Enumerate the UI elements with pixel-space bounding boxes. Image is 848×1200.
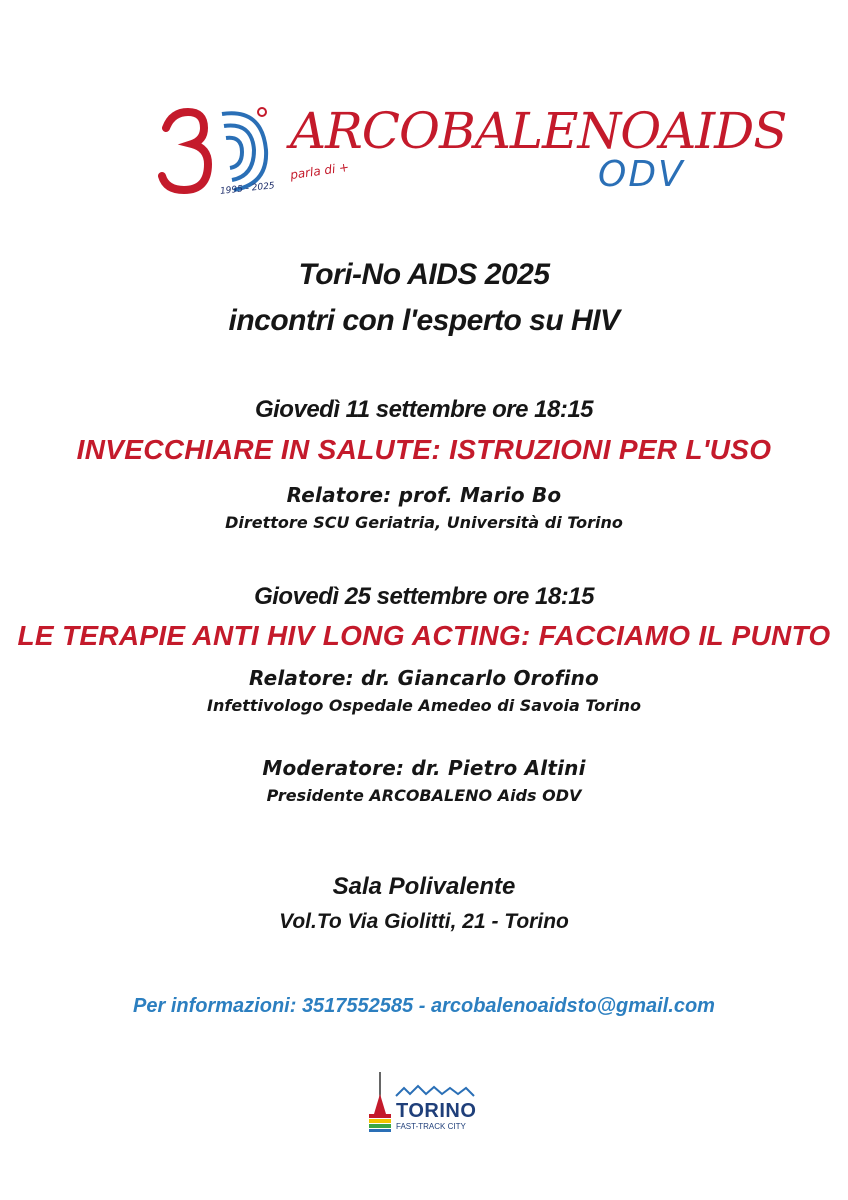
- contact-info: Per informazioni: 3517552585 - arcobalenoaidsto@gmail.com: [133, 995, 715, 1017]
- event-1-speaker: Relatore: prof. Mario Bo: [286, 483, 562, 507]
- venue-address: Vol.To Via Giolitti, 21 - Torino: [279, 910, 569, 933]
- torino-word: TORINO: [396, 1100, 477, 1122]
- event-1-date: Giovedì 11 settembre ore 18:15: [254, 396, 594, 423]
- anniversary-logo: [158, 98, 278, 202]
- event-2-topic: LE TERAPIE ANTI HIV LONG ACTING: FACCIAMO IL PUNTO: [17, 620, 831, 651]
- org-suffix: ODV: [598, 154, 685, 195]
- page-title: Tori-No AIDS 2025: [298, 258, 550, 291]
- venue-name: Sala Polivalente: [332, 873, 516, 900]
- org-name: ARCOBALENOAIDS: [290, 102, 787, 160]
- fast-track-subtitle: FAST-TRACK CITY: [396, 1122, 466, 1131]
- arcobaleno-logo: [289, 102, 787, 212]
- page-subtitle: incontri con l'esperto su HIV: [228, 304, 620, 337]
- torino-fast-track-logo: [364, 1070, 484, 1136]
- anniversary-years: 1995 - 2025: [219, 181, 276, 197]
- moderator-name: Moderatore: dr. Pietro Altini: [262, 756, 586, 780]
- moderator-role: Presidente ARCOBALENO Aids ODV: [266, 786, 582, 805]
- event-2-speaker: Relatore: dr. Giancarlo Orofino: [248, 666, 600, 690]
- event-1-affiliation: Direttore SCU Geriatria, Università di Torino: [225, 513, 623, 532]
- event-2-date: Giovedì 25 settembre ore 18:15: [254, 583, 594, 610]
- event-2-affiliation: Infettivologo Ospedale Amedeo di Savoia Torino: [207, 696, 641, 715]
- header-logos: [0, 92, 848, 212]
- event-1-topic: INVECCHIARE IN SALUTE: ISTRUZIONI PER L'USO: [76, 434, 772, 465]
- org-tagline: parla di +: [289, 159, 350, 183]
